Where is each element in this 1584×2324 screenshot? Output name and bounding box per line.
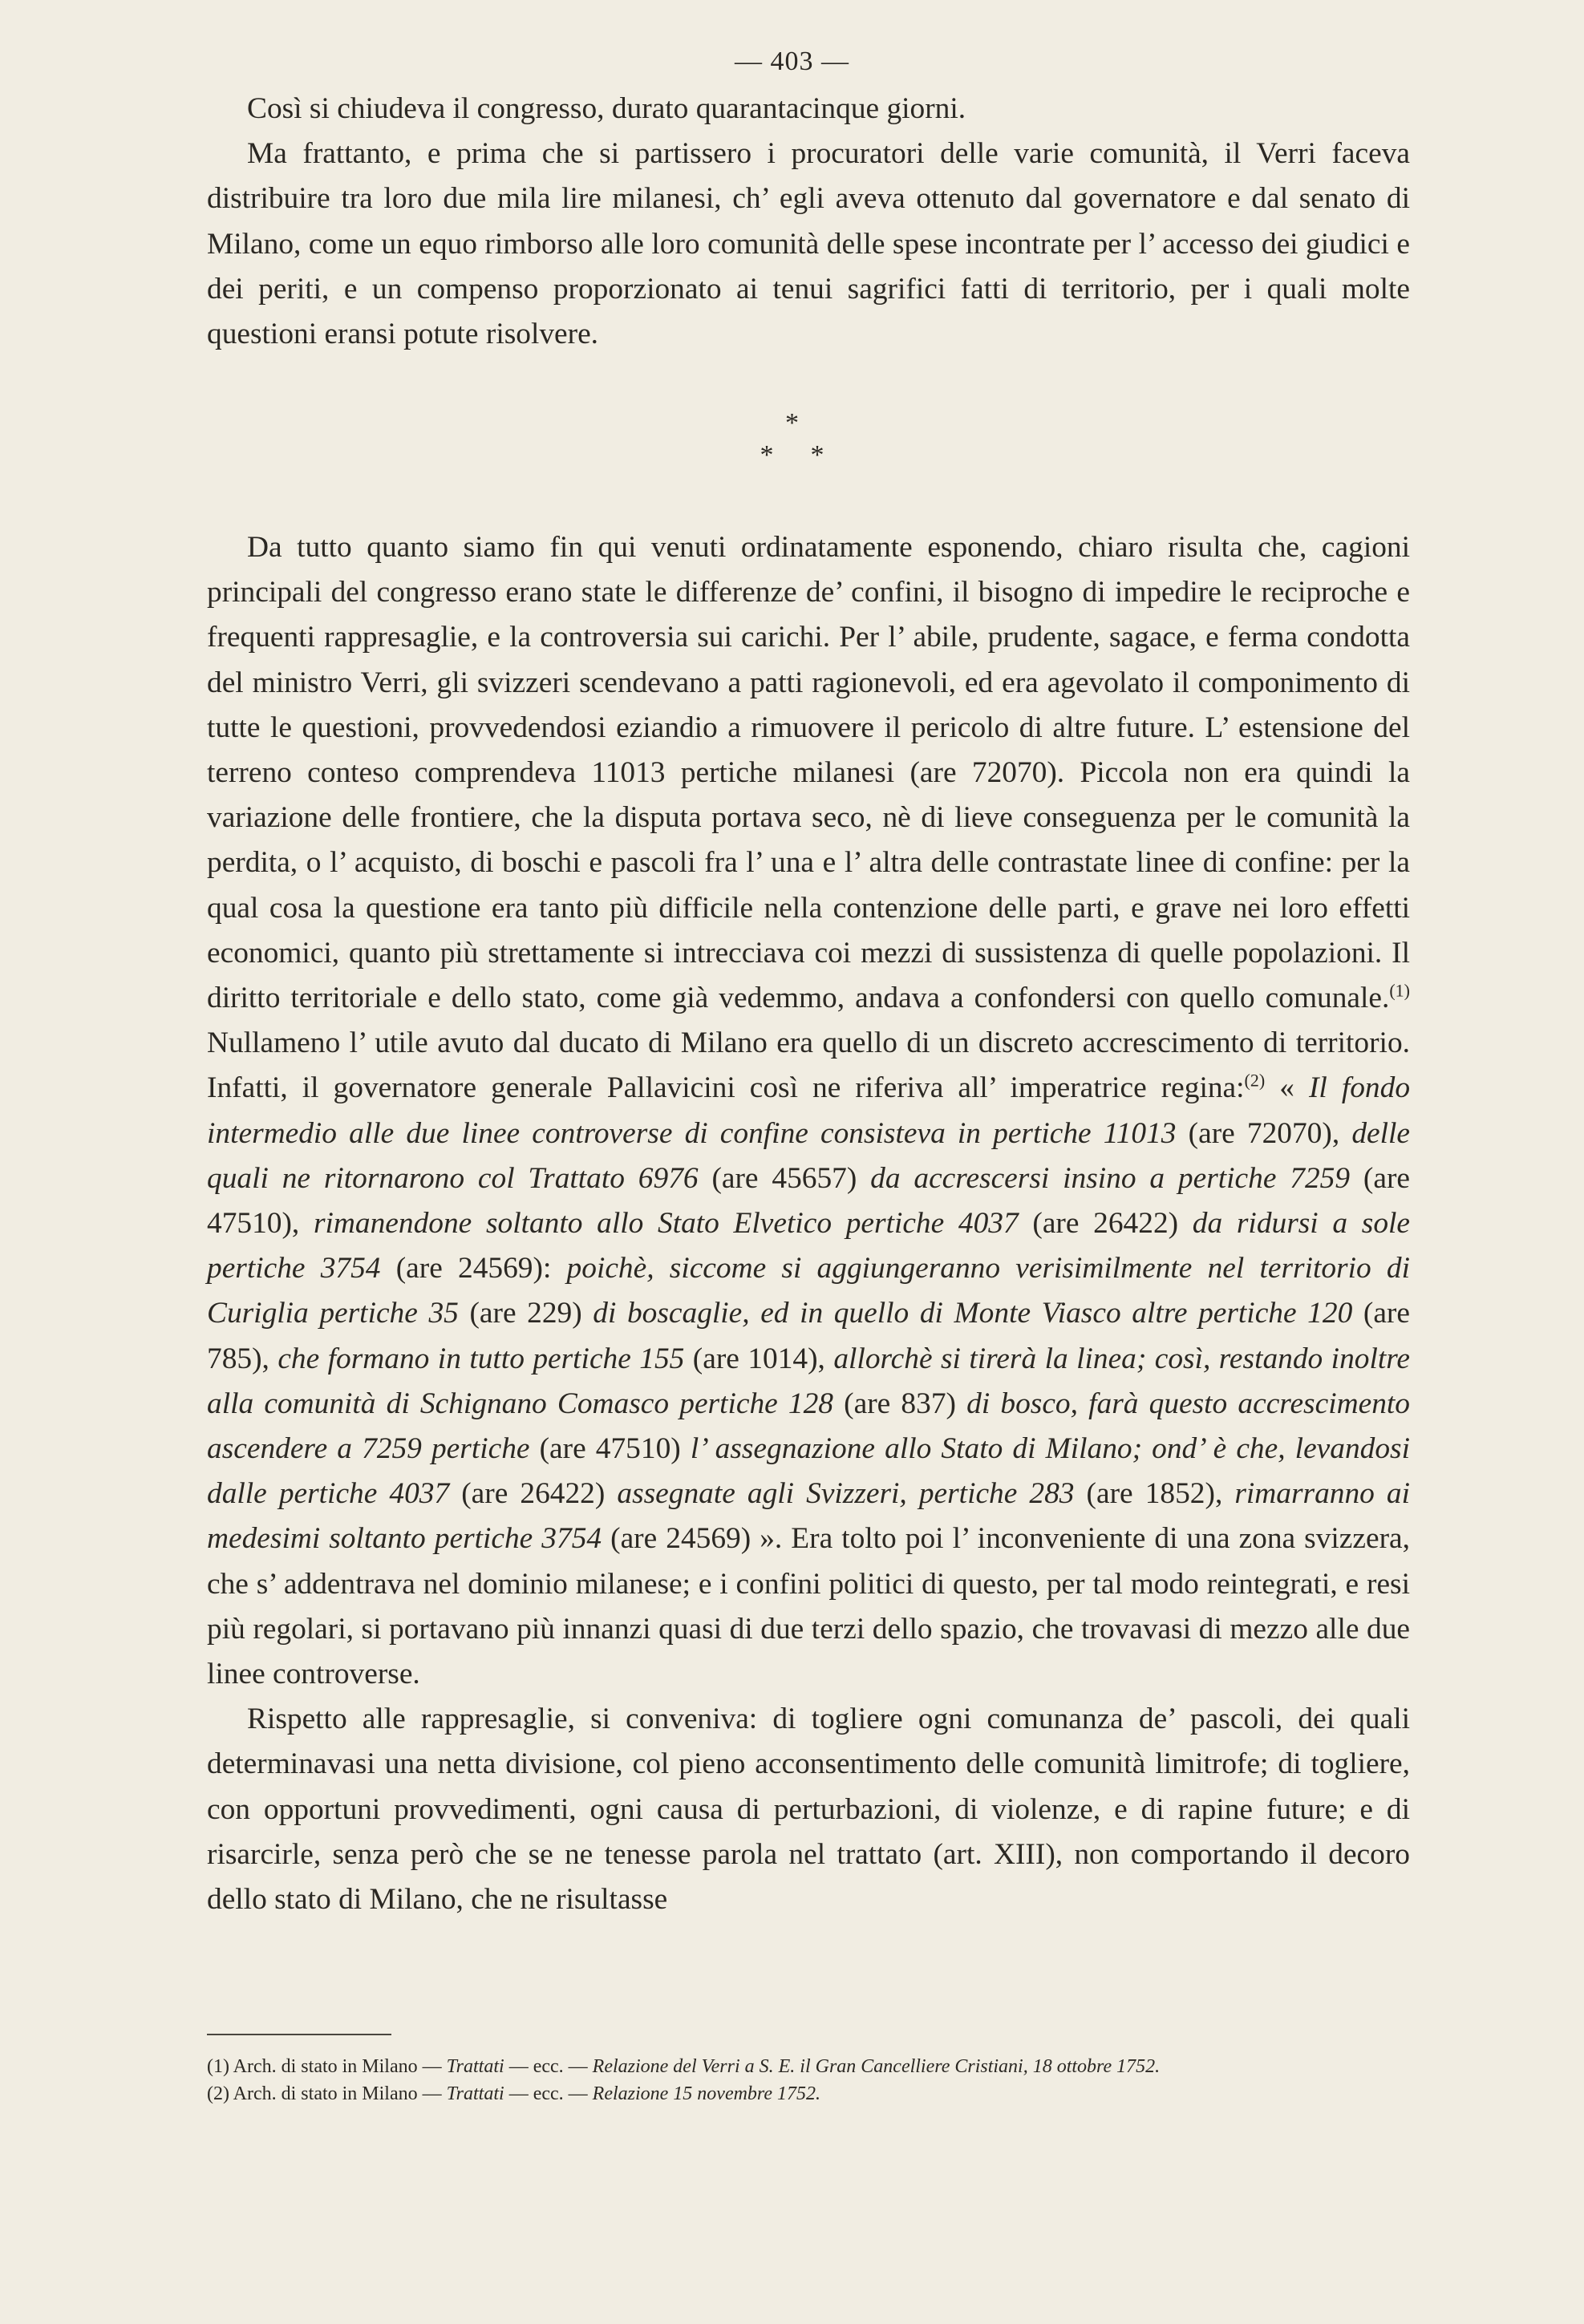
paragraph-1: Così si chiudeva il congresso, durato quarantacinque giorni. — [247, 92, 966, 125]
text-span: (are 47510), — [207, 1161, 1410, 1241]
text-span: (are 24569) ». Era tolto poi l’ inconveniente di una zona svizzera, che s’ addentrava nel dominio milanese; e i confini politici di questo, per tal modo reintegrati, e resi più regolari, si portavano più innanzi quasi di due terzi dello spazio, che trovavasi di mezzo alle due linee controverse. — [207, 1522, 1410, 1691]
footnote-italic: Relazione del Verri a S. E. il Gran Cancelliere Cristiani, 18 ottobre 1752. — [592, 2056, 1161, 2077]
text-span: (are 1852), — [1074, 1477, 1235, 1511]
text-span: (are 26422) — [1018, 1207, 1193, 1241]
page-number: — 403 — — [735, 47, 849, 76]
footnote-italic: Relazione 15 novembre 1752. — [592, 2083, 821, 2104]
quote-italic: da accrescersi insino a pertiche 7259 — [870, 1161, 1351, 1195]
quote-italic: da ridursi a sole pertiche 3754 — [207, 1207, 1410, 1285]
footnote-text: — ecc. — — [504, 2083, 593, 2104]
quote-italic: assegnate agli Svizzeri, pertiche 283 — [617, 1477, 1075, 1511]
footnote-italic: Trattati — [446, 2056, 504, 2077]
quote-italic: che formano in tutto pertiche 155 — [278, 1342, 685, 1375]
paragraph-4: Rispetto alle rappresaglie, si conveniva: di togliere ogni comunanza de’ pascoli, dei quali determinavasi una netta divisione, col pieno acconsentimento delle comunità limitrofe; di togliere, con opportuni provvedimenti, ogni causa di perturbazioni, di violenze, e di rapine future; e di risarcirle, senza però che se ne tenesse parola nel trattato (art. XIII), non comportando il decoro dello stato di Milano, che ne risultasse — [207, 1703, 1410, 1917]
quote-italic: rimarranno ai medesimi soltanto pertiche 3754 — [207, 1477, 1411, 1556]
paragraph-2: Ma frattanto, e prima che si partissero i procuratori delle varie comunità, il Verri faceva distribuire tra loro due mila lire milanesi, ch’ egli aveva ottenuto dal governatore e dal senato di Milano, come un equo rimborso alle loro comunità delle spese incontrate per l’ accesso dei giudici e dei periti, e un compenso proporzionato ai tenui sagrifici fatti di territorio, per i quali molte questioni eransi potute risolvere. — [207, 137, 1410, 351]
quote-italic: l’ assegnazione allo Stato di Milano; ond’ è che, levandosi dalle pertiche 4037 — [207, 1432, 1410, 1511]
asterism-bottom: ** — [760, 440, 861, 470]
footnote-mark: (1) — [207, 2056, 229, 2077]
footnote-italic: Trattati — [446, 2083, 504, 2104]
asterism-separator — [0, 407, 1584, 472]
text-span: (are 837) — [833, 1387, 967, 1420]
text-span: (are 785), — [207, 1297, 1410, 1375]
text-span: (are 47510) — [529, 1432, 691, 1466]
footnote-text: Arch. di stato in Milano — — [229, 2083, 447, 2104]
text-span: Nullameno l’ utile avuto dal ducato di Milano era quello di un discreto accrescimento di territorio. Infatti, il governatore generale Pallavicini così ne riferiva all’ imperatrice regina: — [207, 1026, 1410, 1105]
text-span: (are 24569): — [380, 1252, 567, 1285]
quote-italic: di boscaglie, ed in quello di Monte Viasco altre pertiche 120 — [593, 1297, 1353, 1330]
text-span: Da tutto quanto siamo fin qui venuti ordinatamente esponendo, chiaro risulta che, cagioni principali del congresso erano state le differenze de’ confini, il bisogno di impedire le reciproche e frequenti rappresaglie, e la controversia sui carichi. Per l’ abile, prudente, sagace, e ferma condotta del ministro Verri, gli svizzeri scendevano a patti ragionevoli, ed era agevolato il componimento di tutte le questioni, provvedendosi eziandio a rimuovere il pericolo di altre future. L’ estensione del terreno conteso comprendeva 11013 pertiche milanesi (are 72070). Piccola non era quindi la variazione delle frontiere, che la disputa portava seco, nè di lieve conseguenza per le comunità la perdita, o l’ acquisto, di boschi e pascoli fra l’ una e l’ altra delle contrastate linee di confine: per la qual cosa la questione era tanto più difficile nella contenzione delle parti, e grave nei loro effetti economici, quanto più strettamente si intrecciava coi mezzi di sussistenza di quelle popolazioni. Il diritto territoriale e dello stato, come già vedemmo, andava a confondersi con quello comunale. — [207, 531, 1410, 1015]
footnote-divider — [207, 2034, 391, 2035]
footnote-1 — [207, 2053, 1410, 2080]
quote-italic: delle quali ne ritornarono col Trattato 6976 — [207, 1116, 1410, 1195]
text-span: (are 72070), — [1176, 1116, 1352, 1150]
footnote-text: — ecc. — — [504, 2056, 593, 2077]
quote-italic: Il fondo intermedio alle due linee controverse di confine consisteva in pertiche 11013 — [207, 1071, 1411, 1150]
body-text-upper — [207, 87, 1410, 357]
footnotes — [207, 2053, 1410, 2107]
text-span: « — [1265, 1071, 1309, 1105]
quote-italic: poichè, siccome si aggiungeranno verisimilmente nel territorio di Curiglia pertiche 35 — [207, 1252, 1410, 1330]
footnote-2 — [207, 2080, 1410, 2107]
footnote-text: Arch. di stato in Milano — — [229, 2056, 447, 2077]
asterism-top: * — [785, 408, 799, 438]
footnote-mark: (2) — [207, 2083, 229, 2104]
text-span: (are 229) — [458, 1297, 593, 1330]
quote-italic: allorchè si tirerà la linea; così, restando inoltre alla comunità di Schignano Comasco pertiche 128 — [207, 1342, 1411, 1420]
text-span: (are 1014), — [684, 1342, 834, 1375]
body-text-lower — [207, 525, 1410, 1922]
quote-italic: rimanendone soltanto allo Stato Elvetico pertiche 4037 — [313, 1207, 1019, 1241]
text-span: (are 26422) — [449, 1477, 618, 1511]
text-span: (are 45657) — [698, 1161, 871, 1195]
paragraph-3 — [207, 525, 1410, 1697]
footnote-ref-1[interactable]: (1) — [1389, 980, 1410, 1001]
footnote-ref-2[interactable]: (2) — [1244, 1070, 1266, 1091]
quote-italic: di bosco, farà questo accrescimento ascendere a 7259 pertiche — [207, 1387, 1410, 1466]
